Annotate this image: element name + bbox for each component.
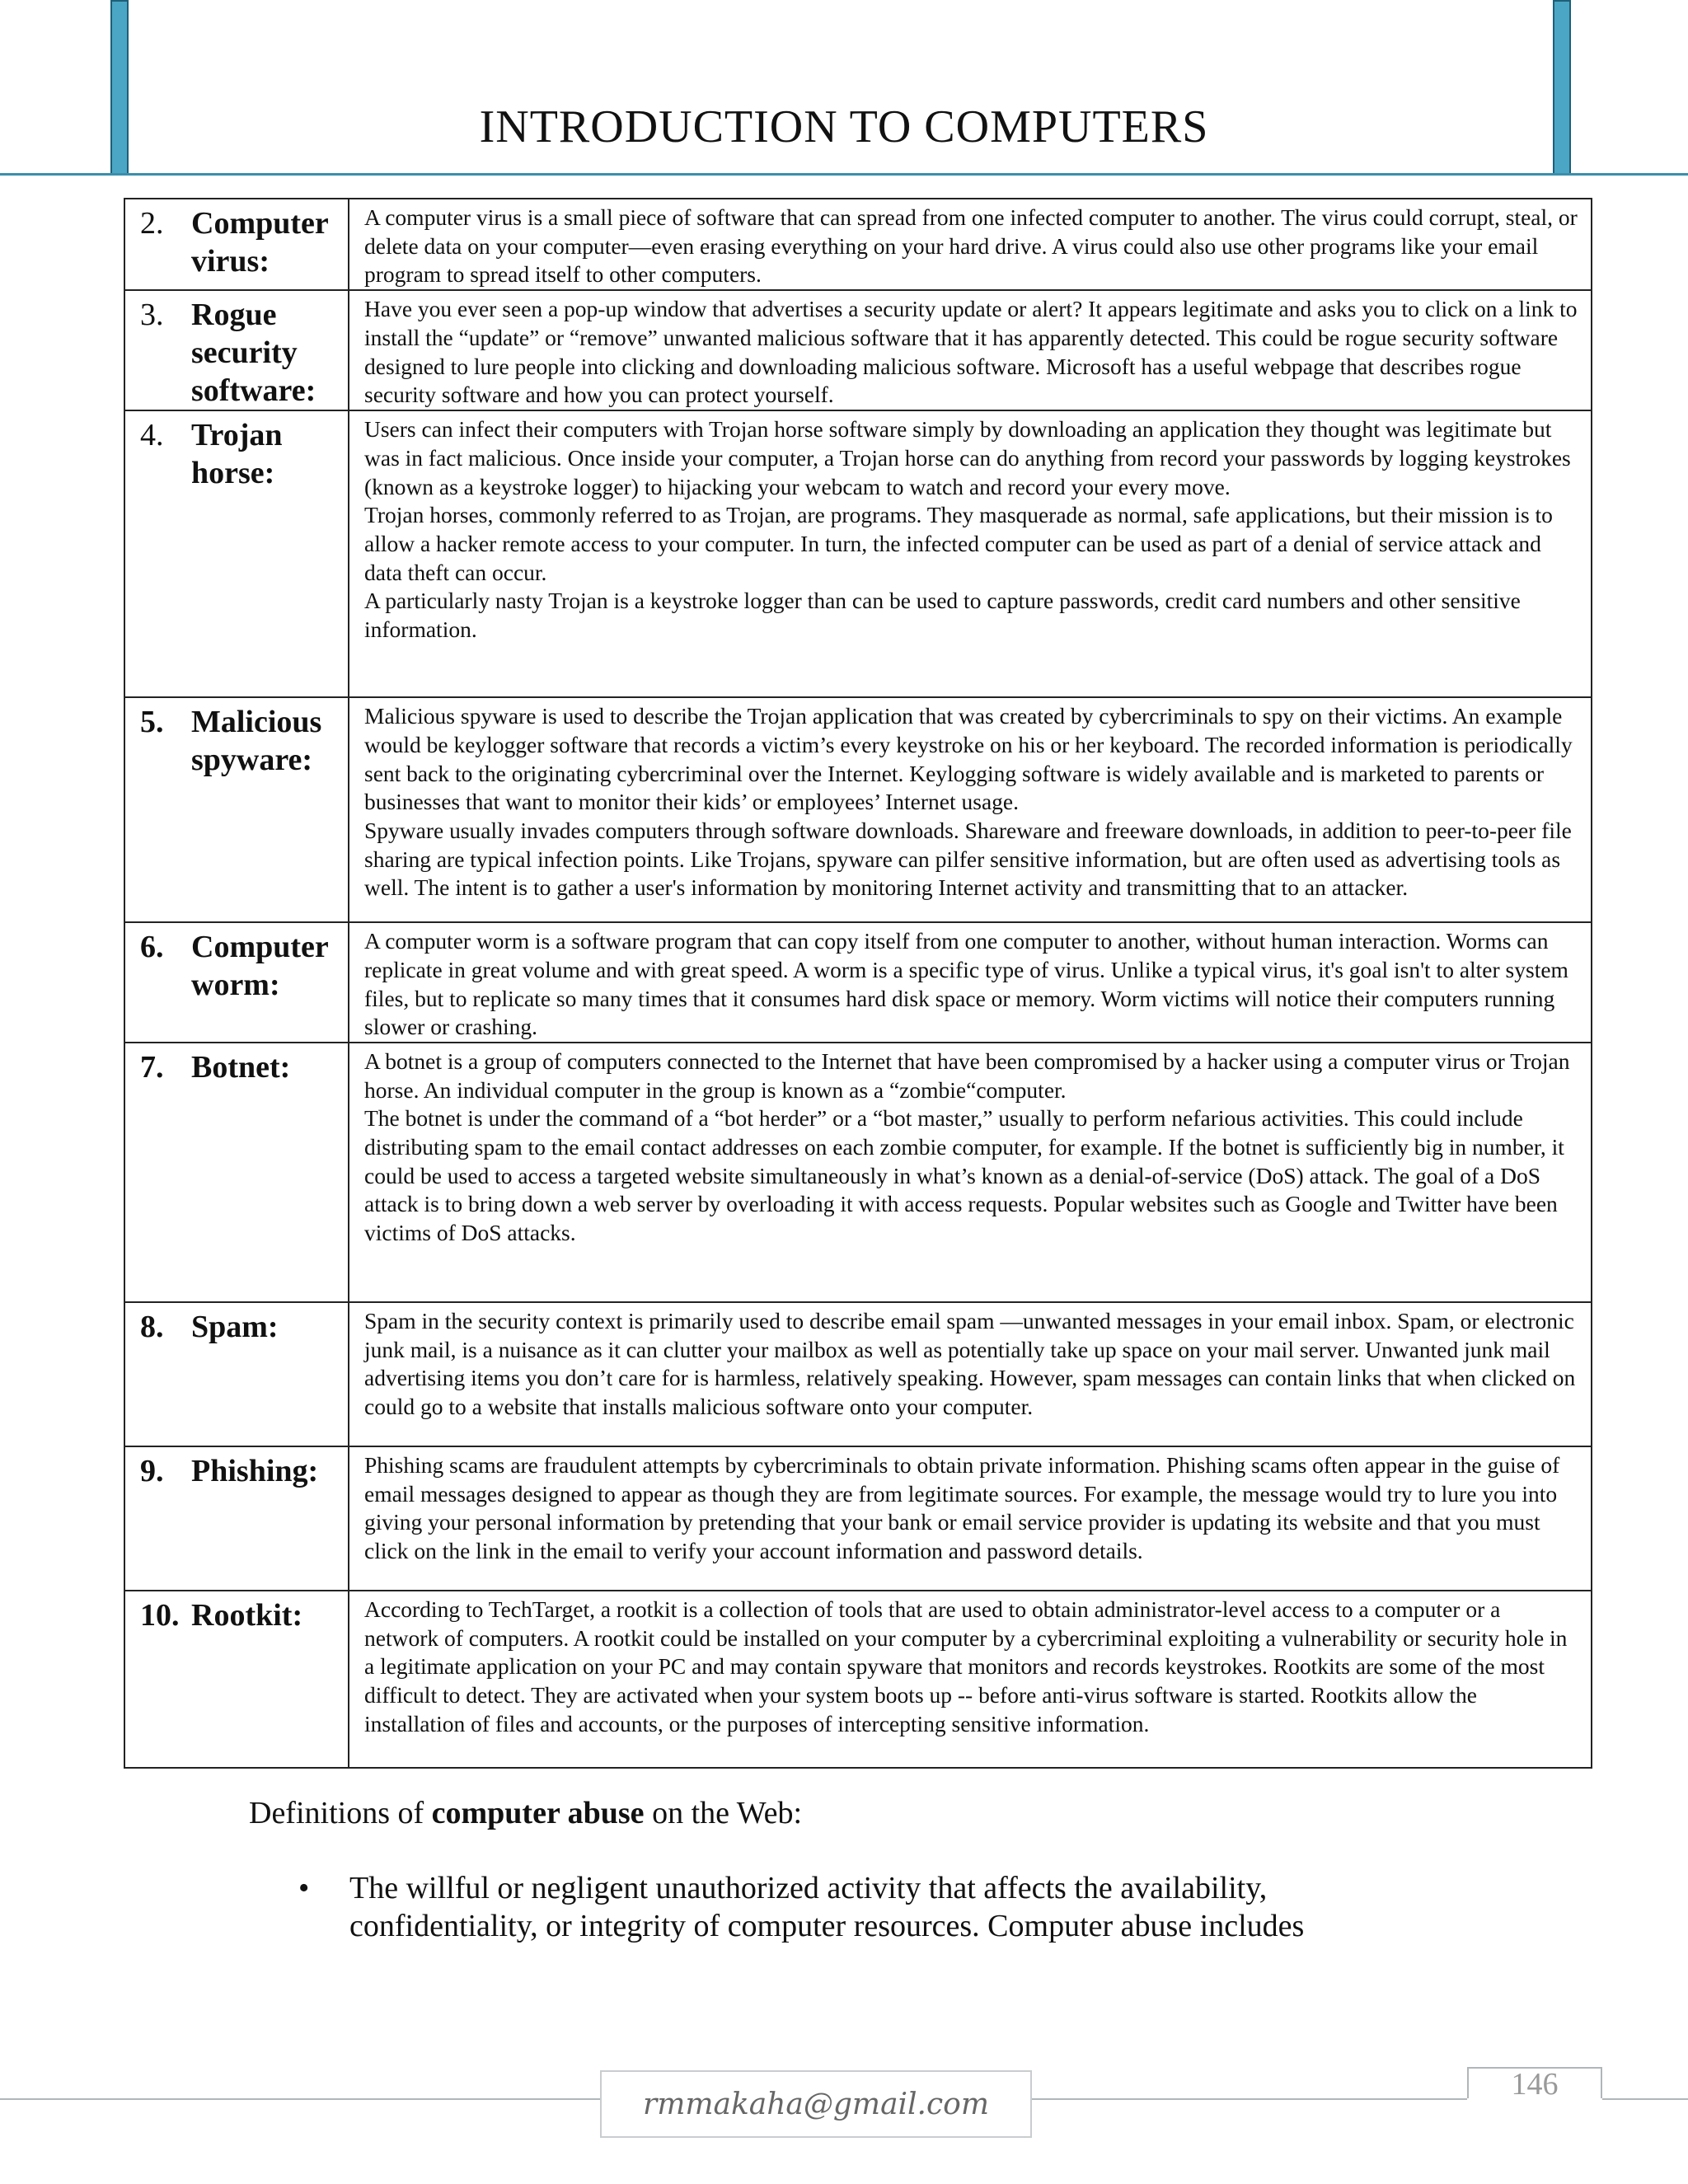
definition-cell bbox=[349, 290, 1592, 410]
term-label: Computer virus: bbox=[191, 206, 329, 279]
term-row bbox=[124, 199, 1592, 290]
term-cell bbox=[124, 922, 349, 1043]
definition-paragraph: A computer virus is a small piece of software that can spread from one infected computer to another. The virus could corrupt, steal, or delete data on your computer—even erasing everything on your hard drive. A virus could also use other programs like your email program to spread itself to other computers. bbox=[364, 204, 1578, 288]
term-cell bbox=[124, 1302, 349, 1446]
term-cell bbox=[124, 290, 349, 410]
term-number: 6. bbox=[140, 930, 164, 965]
term-row bbox=[124, 697, 1592, 922]
definition-cell bbox=[349, 922, 1592, 1043]
footer-rule-middle bbox=[1032, 2098, 1467, 2100]
term-row bbox=[124, 410, 1592, 697]
term-number: 8. bbox=[140, 1309, 164, 1344]
term-label: Malicious spyware: bbox=[191, 705, 322, 778]
definition-cell bbox=[349, 1043, 1592, 1302]
term-row bbox=[124, 290, 1592, 410]
term-row bbox=[124, 1446, 1592, 1591]
definition-paragraph: Have you ever seen a pop-up window that advertises a security update or alert? It appears legitimate and asks you to click on a link to install the “update” or “remove” unwanted malicious software that it has apparently detected. This could be rogue security software designed to lure people into clicking and downloading malicious software. Microsoft has a useful webpage that describes rogue security software and how you can protect yourself. bbox=[364, 296, 1578, 408]
definition-paragraph: A computer worm is a software program that can copy itself from one computer to another, without human interaction. Worms can replicate in great volume and with great speed. A worm is a specific type of virus. Unlike a typical virus, it's goal isn't to alter system files, but to replicate so many times that it consumes hard disk space or memory. Worm victims will notice their computers running slower or crashing. bbox=[364, 928, 1568, 1040]
definition-paragraph: According to TechTarget, a rootkit is a collection of tools that are used to obtain administrator-level access to a computer or a network of computers. A rootkit could be installed on your computer by a cybercriminal exploiting a vulnerability or security hole in a legitimate application on your PC and may contain spyware that monitors and records keystrokes. Rootkits are some of the most difficult to detect. They are activated when your system boots up -- before anti-virus software is started. Rootkits allow the installation of files and accounts, or the purposes of intercepting sensitive information. bbox=[364, 1596, 1568, 1736]
term-number: 2. bbox=[140, 206, 164, 241]
term-row bbox=[124, 1043, 1592, 1302]
page-header-title: INTRODUCTION TO COMPUTERS bbox=[479, 101, 1209, 152]
header-divider bbox=[0, 173, 1688, 176]
definition-paragraph: Users can infect their computers with Trojan horse software simply by downloading an application they thought was legitimate but was in fact malicious. Once inside your computer, a Trojan horse can do anything from record your passwords by logging keystrokes (known as a keystroke logger) to hijacking your webcam to watch and record your every move. bbox=[364, 416, 1571, 499]
computer-abuse-intro bbox=[249, 1793, 802, 1833]
term-label: Spam: bbox=[191, 1309, 279, 1344]
term-row bbox=[124, 1591, 1592, 1768]
term-number: 5. bbox=[140, 705, 164, 740]
definition-paragraph: The botnet is under the command of a “bot herder” or a “bot master,” usually to perform nefarious activities. This could include distributing spam to the email contact addresses on each zombie computer, for example. If the botnet is sufficiently big in number, it could be used to access a targeted website simultaneously in what’s known as a denial-of-service (DoS) attack. The goal of a DoS attack is to bring down a web server by overloading it with access requests. Popular websites such as Google and Twitter have been victims of DoS attacks. bbox=[364, 1105, 1564, 1246]
definition-paragraph: Phishing scams are fraudulent attempts by cybercriminals to obtain private information. Phishing scams often appear in the guise of email messages designed to appear as though they are from legitimate sources. For example, the message would try to lure you into giving your personal information by pretending that your bank or email service provider is updating its website and that you must click on the link in the email to verify your account information and password details. bbox=[364, 1451, 1560, 1564]
abuse-definition-bullet bbox=[298, 1869, 1395, 1945]
definition-paragraph: Spam in the security context is primarily used to describe email spam —unwanted messages in your email inbox. Spam, or electronic junk mail, is a nuisance as it can clutter your mailbox as well as potentially take up space on your mail server. Unwanted junk mail advertising items you don’t care for is harmless, relatively speaking. However, spam messages can contain links that when clicked on could go to a website that installs malicious software onto your computer. bbox=[364, 1307, 1576, 1420]
term-number: 9. bbox=[140, 1453, 164, 1488]
abuse-intro-prefix: Definitions of bbox=[249, 1796, 432, 1830]
definition-paragraph: A botnet is a group of computers connected to the Internet that have been compromised by a hacker using a computer virus or Trojan horse. An individual computer in the group is known as a “zombie“computer. bbox=[364, 1047, 1570, 1103]
definition-cell bbox=[349, 410, 1592, 697]
term-cell bbox=[124, 410, 349, 697]
definition-paragraph: A particularly nasty Trojan is a keystroke logger than can be used to capture passwords, credit card numbers and other sensitive information. bbox=[364, 588, 1521, 643]
definition-paragraph: Malicious spyware is used to describe the Trojan application that was created by cybercriminals to spy on their victims. An example would be keylogger software that records a victim’s every keystroke on his or her keyboard. The recorded information is periodically sent back to the originating cybercriminal over the Internet. Keylogging software is widely available and is marketed to parents or businesses that want to monitor their kids’ or employees’ Internet usage. bbox=[364, 703, 1573, 815]
term-label: Computer worm: bbox=[191, 930, 329, 1003]
term-cell bbox=[124, 1043, 349, 1302]
definition-paragraph: Trojan horses, commonly referred to as Trojan, are programs. They masquerade as normal, safe applications, but their mission is to allow a hacker remote access to your computer. In turn, the infected computer can be used as part of a denial of service attack and data theft can occur. bbox=[364, 502, 1553, 585]
term-number: 7. bbox=[140, 1049, 164, 1085]
term-label: Botnet: bbox=[191, 1049, 291, 1085]
definition-cell bbox=[349, 697, 1592, 922]
term-label: Rogue security software: bbox=[191, 298, 316, 409]
term-number: 4. bbox=[140, 418, 164, 453]
definition-cell bbox=[349, 1302, 1592, 1446]
abuse-intro-suffix: on the Web: bbox=[644, 1796, 803, 1830]
footer-rule-right bbox=[1602, 2098, 1688, 2100]
footer-email: rmmakaha@gmail.com bbox=[600, 2070, 1032, 2138]
bullet-icon: • bbox=[298, 1871, 310, 1905]
footer-rule-left bbox=[0, 2098, 600, 2100]
term-cell bbox=[124, 1591, 349, 1768]
term-number: 3. bbox=[140, 298, 164, 333]
term-row bbox=[124, 922, 1592, 1043]
term-label: Trojan horse: bbox=[191, 418, 283, 491]
terms-table bbox=[124, 198, 1592, 1769]
definition-cell bbox=[349, 199, 1592, 290]
definition-cell bbox=[349, 1446, 1592, 1591]
term-cell bbox=[124, 1446, 349, 1591]
term-cell bbox=[124, 697, 349, 922]
abuse-intro-term: computer abuse bbox=[431, 1796, 645, 1830]
term-label: Phishing: bbox=[191, 1453, 319, 1488]
term-label: Rootkit: bbox=[191, 1597, 303, 1633]
page-number: 146 bbox=[1511, 2067, 1559, 2102]
definition-cell bbox=[349, 1591, 1592, 1768]
term-cell bbox=[124, 199, 349, 290]
definition-paragraph: Spyware usually invades computers through software downloads. Shareware and freeware downloads, in addition to peer-to-peer file sharing are typical infection points. Like Trojans, spyware can pilfer sensitive information, but are often used as advertising tools as well. The intent is to gather a user's information by monitoring Internet activity and transmitting that to an attacker. bbox=[364, 817, 1572, 901]
abuse-definition-text: The willful or negligent unauthorized activity that affects the availability, confidentiality, or integrity of computer resources. Computer abuse includes bbox=[349, 1871, 1305, 1943]
term-row bbox=[124, 1302, 1592, 1446]
term-number: 10. bbox=[140, 1597, 180, 1633]
